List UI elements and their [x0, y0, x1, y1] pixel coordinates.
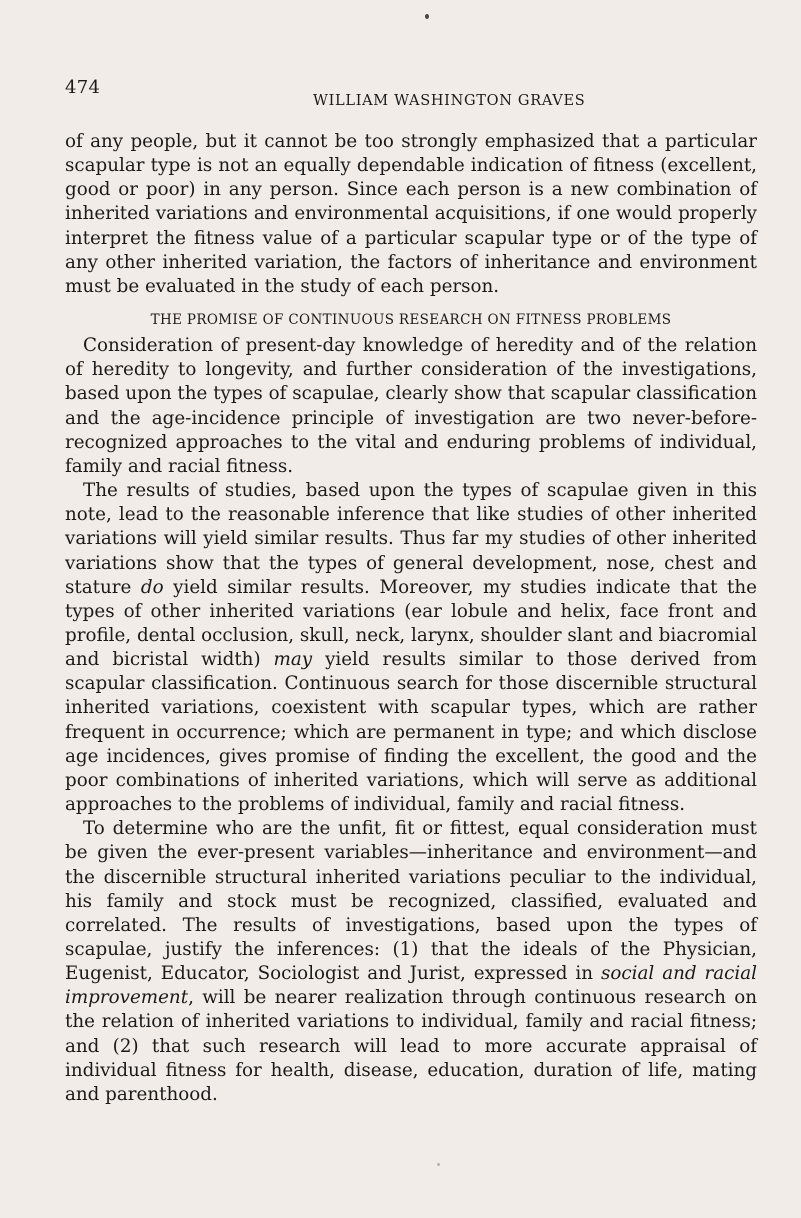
continued-paragraph: of any people, but it cannot be too strongly emphasized that a particular scapular type is not an equally dependable indication of fitness (excellent, good or poor) in any person. Since each person is a new combination of inherited variations and environmental acquisitions, if one would properly interpret the fitness value of a particular scapular type or of the type of any other inherited variation, the factors of inheritance and environment must be evaluated in the study of each person.: [65, 131, 757, 297]
paragraph-text: yield results similar to those derived from scapular classification. Continuous search for those discernible structural inherited variations, coexistent with scapular types, which are rather frequent in occurrence; which are permanent in type; and which disclose age incidences, gives promise of finding the excellent, the good and the poor combinations of inherited variations, which will serve as additional approaches to the problems of individual, family and racial fitness.: [65, 649, 758, 816]
paragraph-text: yield similar results. Moreover, my studies indicate that the types of other inherited variations (ear lobule and helix, face front and profile, dental occlusion, skull, neck, larynx, shoulder slant and biacromial and bicristal width): [65, 576, 757, 671]
body-text: [65, 130, 757, 1107]
paragraph-text: To determine who are the unfit, fit or fittest, equal consideration must be given the ever-present variables—inheritance and environment—and the discernible structural inherited variations peculiar to the individual, his family and stock must be recognized, classified, evaluated and correlated. The results of investigations, based upon the types of scapulae, justify the inferences: (1) that the ideals of the Physician, Eugenist, Educator, Sociologist and Jurist, expressed in: [65, 818, 757, 985]
paragraph-consideration: Consideration of present-day knowledge of heredity and of the relation of heredity to longevity, and further consideration of the investigations, based upon the types of scapulae, clearly show that scapular classification and the age-incidence principle of investigation are two never-before-recognized approaches to the vital and enduring problems of individual, family and racial fitness.: [65, 335, 757, 477]
running-head: WILLIAM WASHINGTON GRAVES: [313, 93, 586, 109]
ink-speck-mark: [437, 1163, 440, 1166]
emphasis-may: may: [273, 649, 313, 671]
paragraph-text: , will be nearer realization through continuous research on the relation of inherited variations to individual, family and racial fitness; and (2) that such research will lead to more accurate appraisal of individual fitness for health, disease, education, duration of life, mating and parenthood.: [65, 987, 757, 1105]
ink-speck-mark: [425, 14, 429, 19]
section-heading: THE PROMISE OF CONTINUOUS RESEARCH ON FITNESS PROBLEMS: [150, 312, 672, 329]
emphasis-do: do: [140, 576, 164, 598]
page-number: 474: [65, 77, 101, 98]
paragraph-to-determine: [65, 817, 757, 1107]
paragraph-results-of-studies: [65, 479, 757, 817]
emphasis-social-racial-improvement: social and racial improvement: [65, 963, 757, 1009]
paragraph-text: The results of studies, based upon the types of scapulae given in this note, lead to the reasonable inference that like studies of other inherited variations will yield similar results. Thus far my studies of other inherited variations show that the types of general development, nose, chest and stature: [65, 480, 757, 598]
